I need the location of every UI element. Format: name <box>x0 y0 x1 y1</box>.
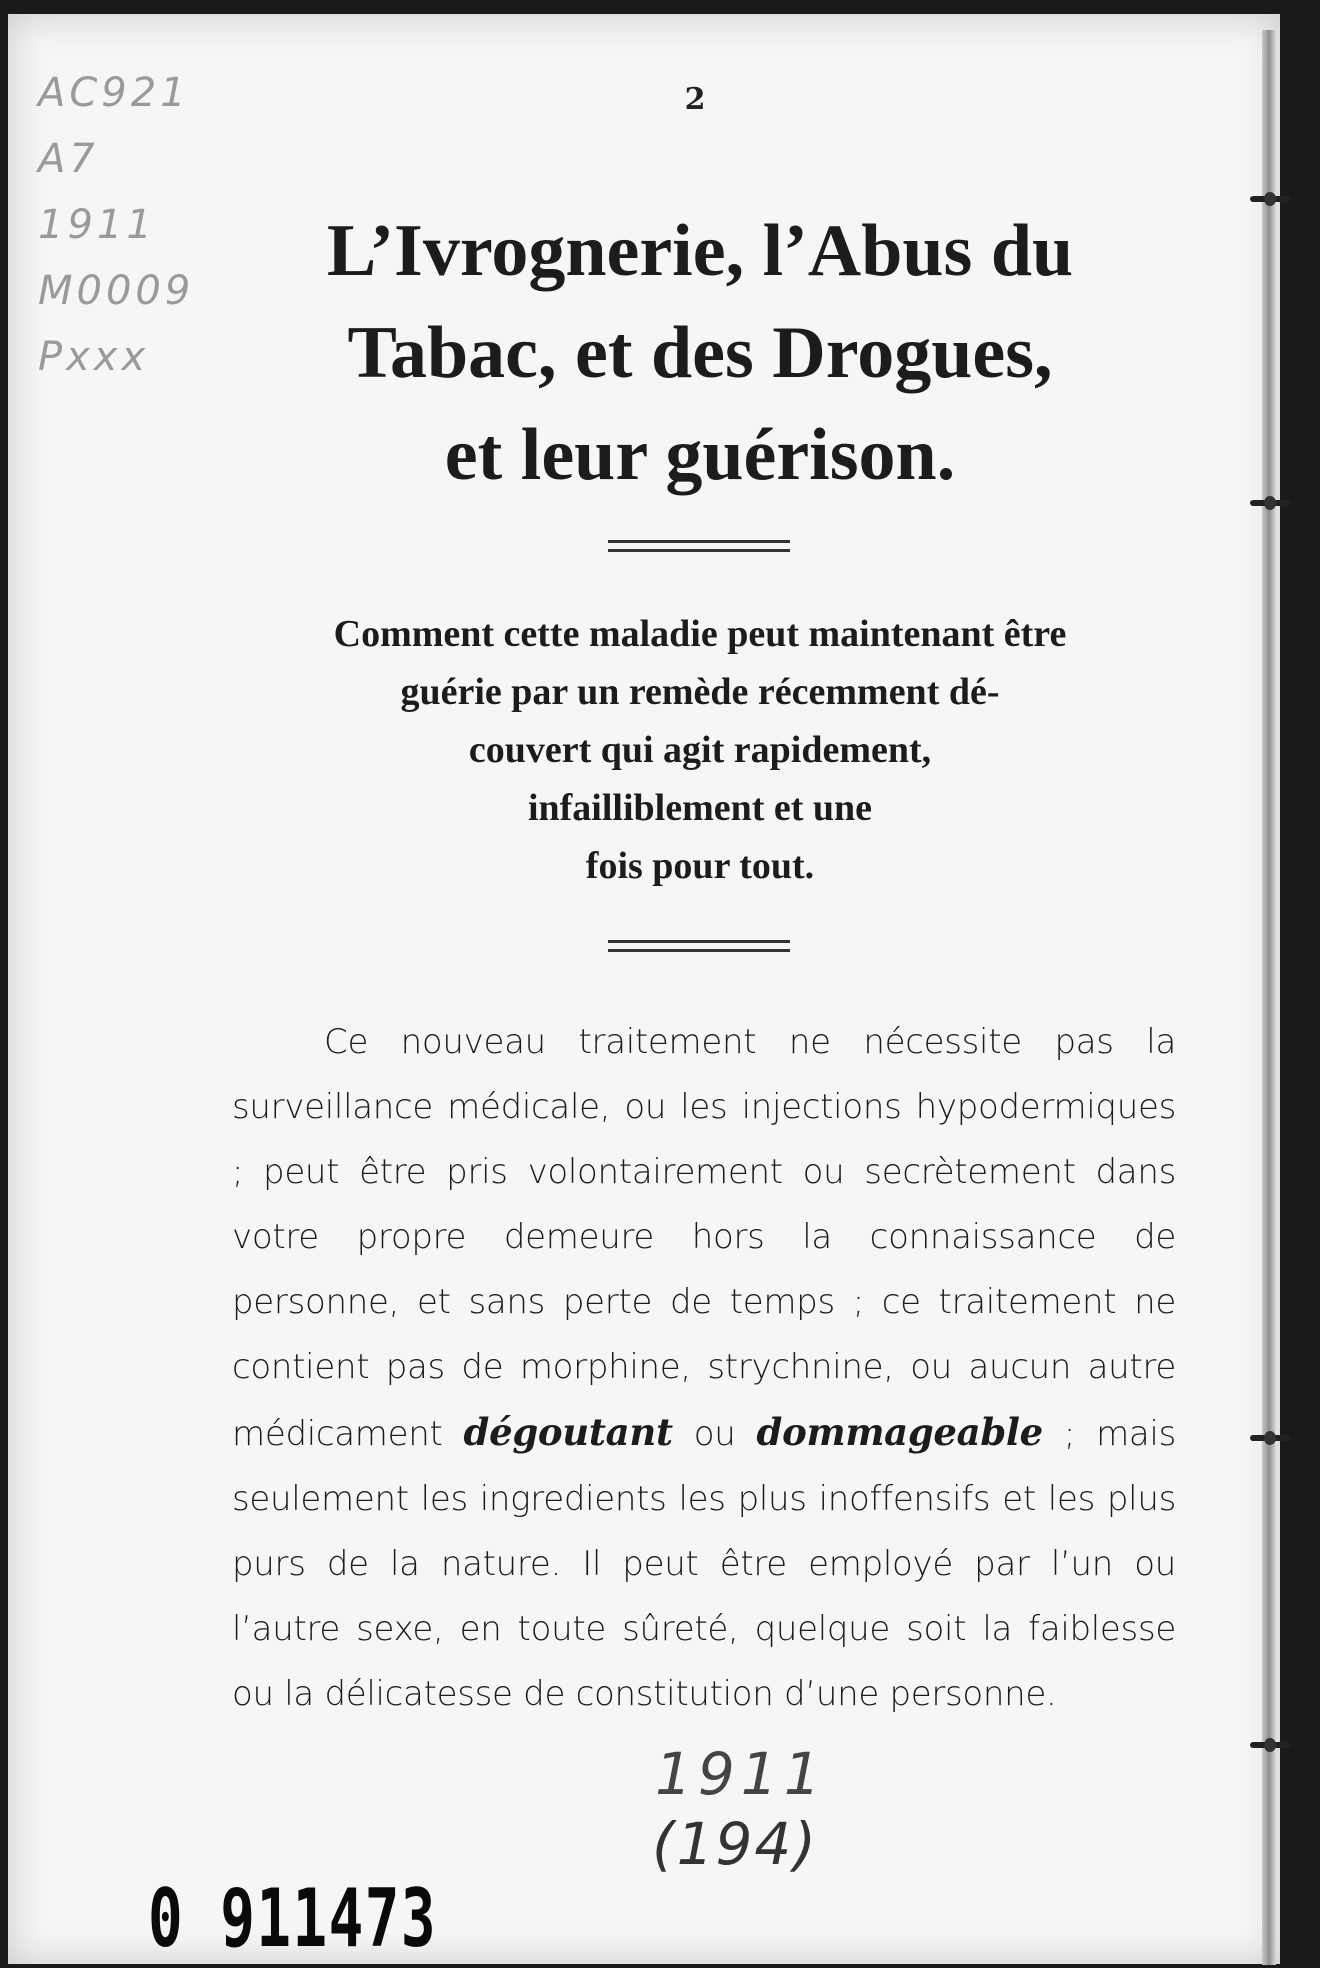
subtitle-line: infailliblement et une <box>527 787 873 829</box>
subtitle-line: Comment cette maladie peut maintenant être <box>333 613 1067 655</box>
title-line: L’Ivrognerie, l’Abus du <box>326 210 1074 292</box>
emphasized-word: dégoutant <box>463 1410 673 1454</box>
page-title <box>200 200 1200 506</box>
handwritten-number: (194) <box>652 1810 818 1878</box>
binding-edge <box>1262 30 1276 1965</box>
subtitle-line: fois pour tout. <box>585 845 815 887</box>
subtitle-line: couvert qui agit rapidement, <box>468 729 932 771</box>
body-text-segment: Ce nouveau traitement ne nécessite pas la surveillance médicale, ou les injections hypodermiques ; peut être pris volontairement ou secrètement dans votre propre demeure hors la connaissance de personne, et sans perte de temps ; ce traitement ne contient pas de morphine, strychnine, ou aucun autre médicament <box>232 1022 1176 1454</box>
double-rule-divider <box>608 540 790 552</box>
subtitle <box>200 605 1200 895</box>
page-number: 2 <box>684 82 706 117</box>
margin-note: Pxxx <box>38 334 150 380</box>
binding-rivet <box>1250 1742 1290 1748</box>
double-rule-divider <box>608 940 790 952</box>
body-text-segment: ; mais seulement les ingredients les plus inoffensifs et les plus purs de la nature. Il peut être employé par l’un ou l’autre sexe, en toute sûreté, quelque soit la faiblesse ou la délicatesse de constitution d’une personne. <box>232 1414 1176 1714</box>
binding-rivet <box>1250 1435 1290 1441</box>
body-text-segment: ou <box>672 1414 757 1454</box>
title-line: et leur guérison. <box>444 414 956 496</box>
margin-note: 1911 <box>38 202 156 248</box>
title-line: Tabac, et des Drogues, <box>347 312 1053 394</box>
handwritten-year: 1911 <box>655 1740 827 1808</box>
margin-note: A7 <box>38 136 99 182</box>
emphasized-word: dommageable <box>756 1410 1043 1454</box>
margin-note: AC921 <box>38 70 190 116</box>
body-paragraph <box>232 1010 1176 1727</box>
binding-rivet <box>1250 500 1290 506</box>
microfilm-id: 0 911473 <box>148 1872 437 1965</box>
margin-note: M0009 <box>38 268 195 314</box>
subtitle-line: guérie par un remède récemment dé- <box>400 671 1000 713</box>
binding-rivet <box>1250 196 1290 202</box>
